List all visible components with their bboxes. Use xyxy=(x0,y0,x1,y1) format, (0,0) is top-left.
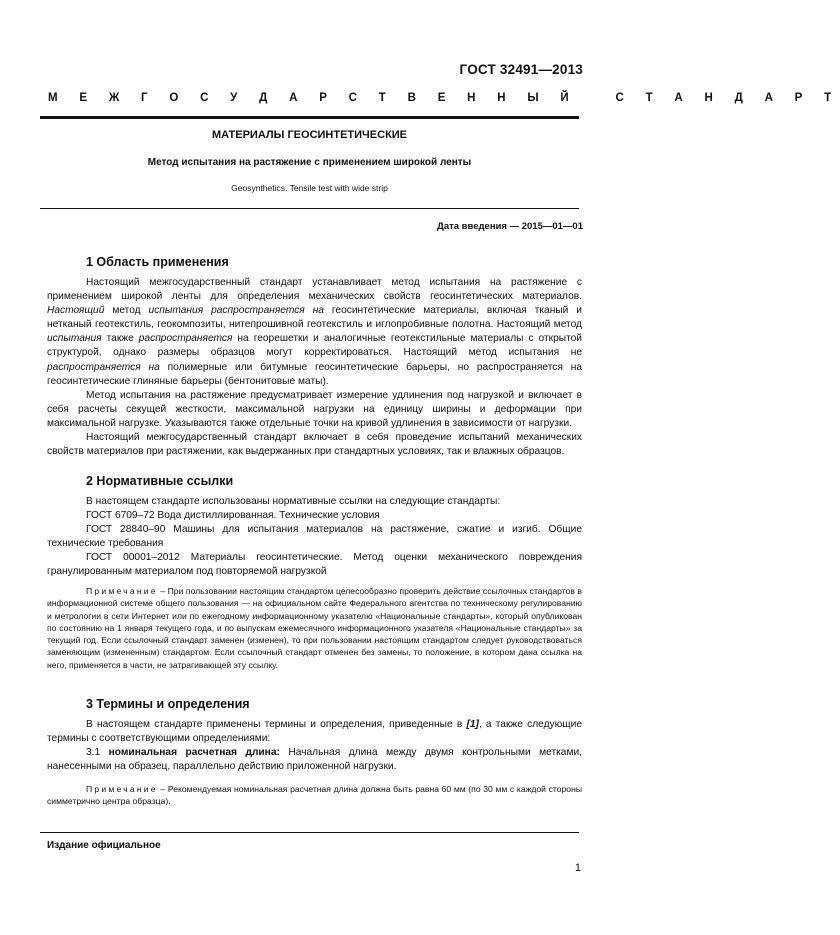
note-label: Примечание xyxy=(86,586,158,596)
section-1-paragraph-1: Настоящий межгосударственный стандарт устанавливает метод испытания на растяжение с применением широкой ленты для определения механических свойств геосинтетических материалов. Настоящий метод испытания распространяется на геосинтетические материалы, включая тканый и нетканый геотекстиль, геокомпозиты, нитепрошивной геотекстиль и иглопробивные полотна. Настоящий метод испытания также распространяется на георешетки и аналогичные геотекстильные материалы с открытой структурой, однако размеры образцов могут корректироваться. Настоящий метод испытания не распространяется на полимерные или битумные геосинтетические барьеры, но распространяется на геосинтетические глиняные барьеры (бентонитовые маты). xyxy=(47,277,582,387)
standard-type: М Е Ж Г О С У Д А Р С Т В Е Н Н Ы Й С Т А Н Д А Р Т xyxy=(48,92,840,104)
section-3-intro: В настоящем стандарте применены термины и определения, приведенные в [1], а также следующие термины с соответствующими определениями: xyxy=(47,719,582,745)
gost-code: ГОСТ 32491—2013 xyxy=(459,62,583,77)
title-rule xyxy=(40,208,579,209)
section-1-paragraph-2: Метод испытания на растяжение предусматривает измерение удлинения под нагрузкой и включает в себя расчеты секущей жесткости, максимальной нагрузки на единицу ширины и деформации при максимальной нагрузке. Указываются также отдельные точки на кривой удлинения в зависимости от нагрузки. xyxy=(47,389,582,429)
footer-rule xyxy=(40,832,579,833)
note-text: – Рекомендуемая номинальная расчетная длина должна быть равна 60 мм (по 30 мм с каждой стороны симметрично центра образца). xyxy=(47,784,582,807)
reference-item: ГОСТ 28840–90 Машины для испытания материалов на растяжение, сжатие и изгиб. Общие технические требования xyxy=(47,524,582,550)
english-title: Geosynthetics. Tensile test with wide strip xyxy=(231,183,388,193)
section-3-note xyxy=(47,783,582,808)
intro-date: Дата введения — 2015—01—01 xyxy=(437,221,583,232)
section-2-heading: 2 Нормативные ссылки xyxy=(86,474,234,488)
section-1-body xyxy=(47,276,582,459)
page-number: 1 xyxy=(574,862,581,874)
section-1-heading: 1 Область применения xyxy=(86,255,229,269)
section-2-intro: В настоящем стандарте использованы нормативные ссылки на следующие стандарты: xyxy=(86,496,501,507)
reference-item: ГОСТ 6709–72 Вода дистиллированная. Технические условия xyxy=(86,510,380,522)
term-name: номинальная расчетная длина: xyxy=(108,747,280,759)
section-2-note xyxy=(47,585,582,671)
section-2-body xyxy=(47,495,582,580)
section-3-heading: 3 Термины и определения xyxy=(86,697,250,711)
section-3-body xyxy=(47,718,582,774)
term-definition: 3.1 номинальная расчетная длина: Начальная длина между двумя контрольными метками, нанесенными на образец, параллельно действию приложенной нагрузки. xyxy=(47,747,582,773)
document-title: МАТЕРИАЛЫ ГЕОСИНТЕТИЧЕСКИЕ xyxy=(211,129,408,141)
document-subtitle: Метод испытания на растяжение с применением широкой ленты xyxy=(147,157,472,168)
bibliography-reference: [1] xyxy=(466,719,479,730)
note-label: Примечание xyxy=(86,784,158,794)
note-text: – При пользовании настоящим стандартом целесообразно проверить действие ссылочных стандартов в информационной системе общего пользования — на официальном сайте Федерального агентства по техническому регулированию и метрологии в сети Интернет или по ежегодному информационному указателю «Национальные стандарты», который опубликован по состоянию на 1 января текущего года, и по выпускам ежемесячного информационного указателя «Национальные стандарты» за текущий год. Если ссылочный стандарт заменен (изменен), то при пользовании настоящим стандартом следует руководствоваться заменяющим (измененным) стандартом. Если ссылочный стандарт отменен без замены, то положение, в котором дана ссылка на него, применяется в части, не затрагивающей эту ссылку. xyxy=(47,586,582,670)
section-1-paragraph-3: Настоящий межгосударственный стандарт включает в себя проведение испытаний механических свойств материалов при растяжении, как выдержанных при стандартных условиях, так и влажных образцов. xyxy=(47,432,582,458)
header-rule xyxy=(40,116,579,119)
edition-label: Издание официальное xyxy=(47,840,161,851)
reference-item: ГОСТ 00001–2012 Материалы геосинтетические. Метод оценки механического повреждения гранулированным материалом под повторяемой нагрузкой xyxy=(47,552,582,578)
